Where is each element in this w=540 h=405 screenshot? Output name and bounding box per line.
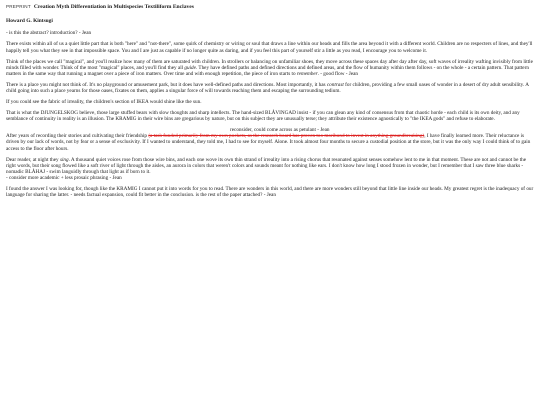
emphasis-text: remember — [296, 70, 318, 77]
emphasis-text: sing — [59, 156, 69, 163]
emphasis-text: contrast — [326, 81, 344, 88]
paragraph-irreality-fabric: If you could see the fabric of irreality, the children's section of IKEA would shine like the sun. — [6, 99, 202, 106]
struck-through-text: (a task funded primarily from my own pockets, as the research board has proven too moribund to invest in anything groundbreaking) — [148, 133, 425, 140]
text-run: , I have finally learned more. Their reluctance is driven by our lack of words, not by fear or a sense of exclusivity. If I wanted to understand, they told me, I had to see for myself. Alone. It took almost four months to secure a custodial position at the store, but it was the only way I could think of to gain access to the floor after hours. — [6, 133, 531, 152]
review-comment: - good flow - Jean — [318, 70, 359, 77]
paragraph-contrast — [6, 82, 534, 94]
author-name: Howard G. Kintsugi — [6, 18, 53, 24]
text-run: Dear reader, at night they — [6, 156, 60, 163]
paragraph-research-years — [6, 127, 534, 151]
abstract-review-note: - is this the abstract? introduction? - Jean — [6, 30, 92, 36]
preprint-tag: PREPRINT — [6, 4, 31, 9]
paper-title: Creation Myth Differentiation in Multispecies Textiliform Enclaves — [33, 4, 194, 10]
text-run: for children, providing a few small oases of wonder in a desert of dry adult sensibility. A child going into such a place yearns for those oases, fixates on them, applies a singular force of will towards reaching them and escaping the surrounding tedium. — [6, 81, 529, 94]
text-run: I found the answer I was looking for, though like the KRAMIG I cannot put it into words for you to read. There are wonders in this world, and there are more wonders still beyond that little line inside our heads. My greatest regret is the inadequacy of our language for sharing the latter. — [6, 186, 534, 199]
paragraph-answer — [6, 186, 534, 198]
review-comment: - consider more academic + less prosaic phrasing - Jean — [6, 174, 122, 181]
paragraph-magical-places — [6, 59, 534, 77]
paragraph-intro: There exists within all of us a quiet little part that is both "here" and "not-there", some quirk of chemistry or wiring or soul that draws a line within our heads and fills the area beyond it with a different world. Children are no respecters of lines, and they'll happily tell you what they see in that impossible space. You and I are just as capable if no longer quite as daring, and if you feel this part of yourself stir a little as you read, I encourage you to welcome it. — [6, 41, 533, 54]
paper-header — [6, 3, 534, 11]
review-comment: reconsider, could come across as petulant - Jean — [230, 127, 330, 134]
emphasis-text: guide — [184, 64, 196, 71]
paragraph-night-song — [6, 157, 534, 181]
text-run: . — [317, 70, 319, 77]
text-run: After years of recording their stories and cultivating their friendship — [6, 133, 149, 140]
text-run: . They have defined paths and defined directions and defined areas, and the flow of humanity within them follows - on the whole - a certain pattern. That pattern matters in the same way that running a magnet over a piece of iron matters. Over time and with enough repetition, the piece of iron starts to — [6, 64, 529, 77]
text-run: . A thousand quiet voices rose from those wire bins, and each one wove its own thin strand of irreality into a rising chorus that resonated against senses somehow lent to me in that moment. These are not and cannot be the right words, but their song flowed like a soft river of light through the aisles, an aurora in colors that weren't colors and sounds meant for nothing like ears. I don't know how long I stood frozen in wonder, but I remember that I saw three blue sharks - nomadic BLÅHAJ - swim languidly through that light as if born to it. — [6, 156, 527, 175]
text-run: There is a place you might not think of. It's no playground or amusement park, but it does have well-defined paths and directions. Most importantly, it has — [6, 81, 327, 88]
paragraph-plush-beliefs: That is what the DJUNGELSKOG believe, those large stuffed bears with slow thoughts and sharp intellects. The hand-sized BLÅVINGAD insist - if you can glean any kind of consensus from that chaotic horde - each child is its own deity, and any semblance of continuity in reality is an illusion. The KRAMIG in their wire bins are gregarious by nature, but on this subject they are unusually terse; they attribute their existence agnostically to "the IKEA gods" and refuse to elaborate. — [6, 110, 520, 123]
text-run: Think of the places we call "magical", and you'll realize how many of them are saturated with children. In strollers or balancing on unfamiliar shoes, they move across these spaces day after day after day, soft waves of irreality wafting invisibly from little minds filled with wonder. Think of the most "magical" places, and you'll find they all — [6, 58, 533, 71]
paper-page — [0, 0, 540, 198]
review-comment: - needs factual expansion, could fit better in the conclusion. is the rest of the paper attached? - Jean — [69, 192, 276, 199]
